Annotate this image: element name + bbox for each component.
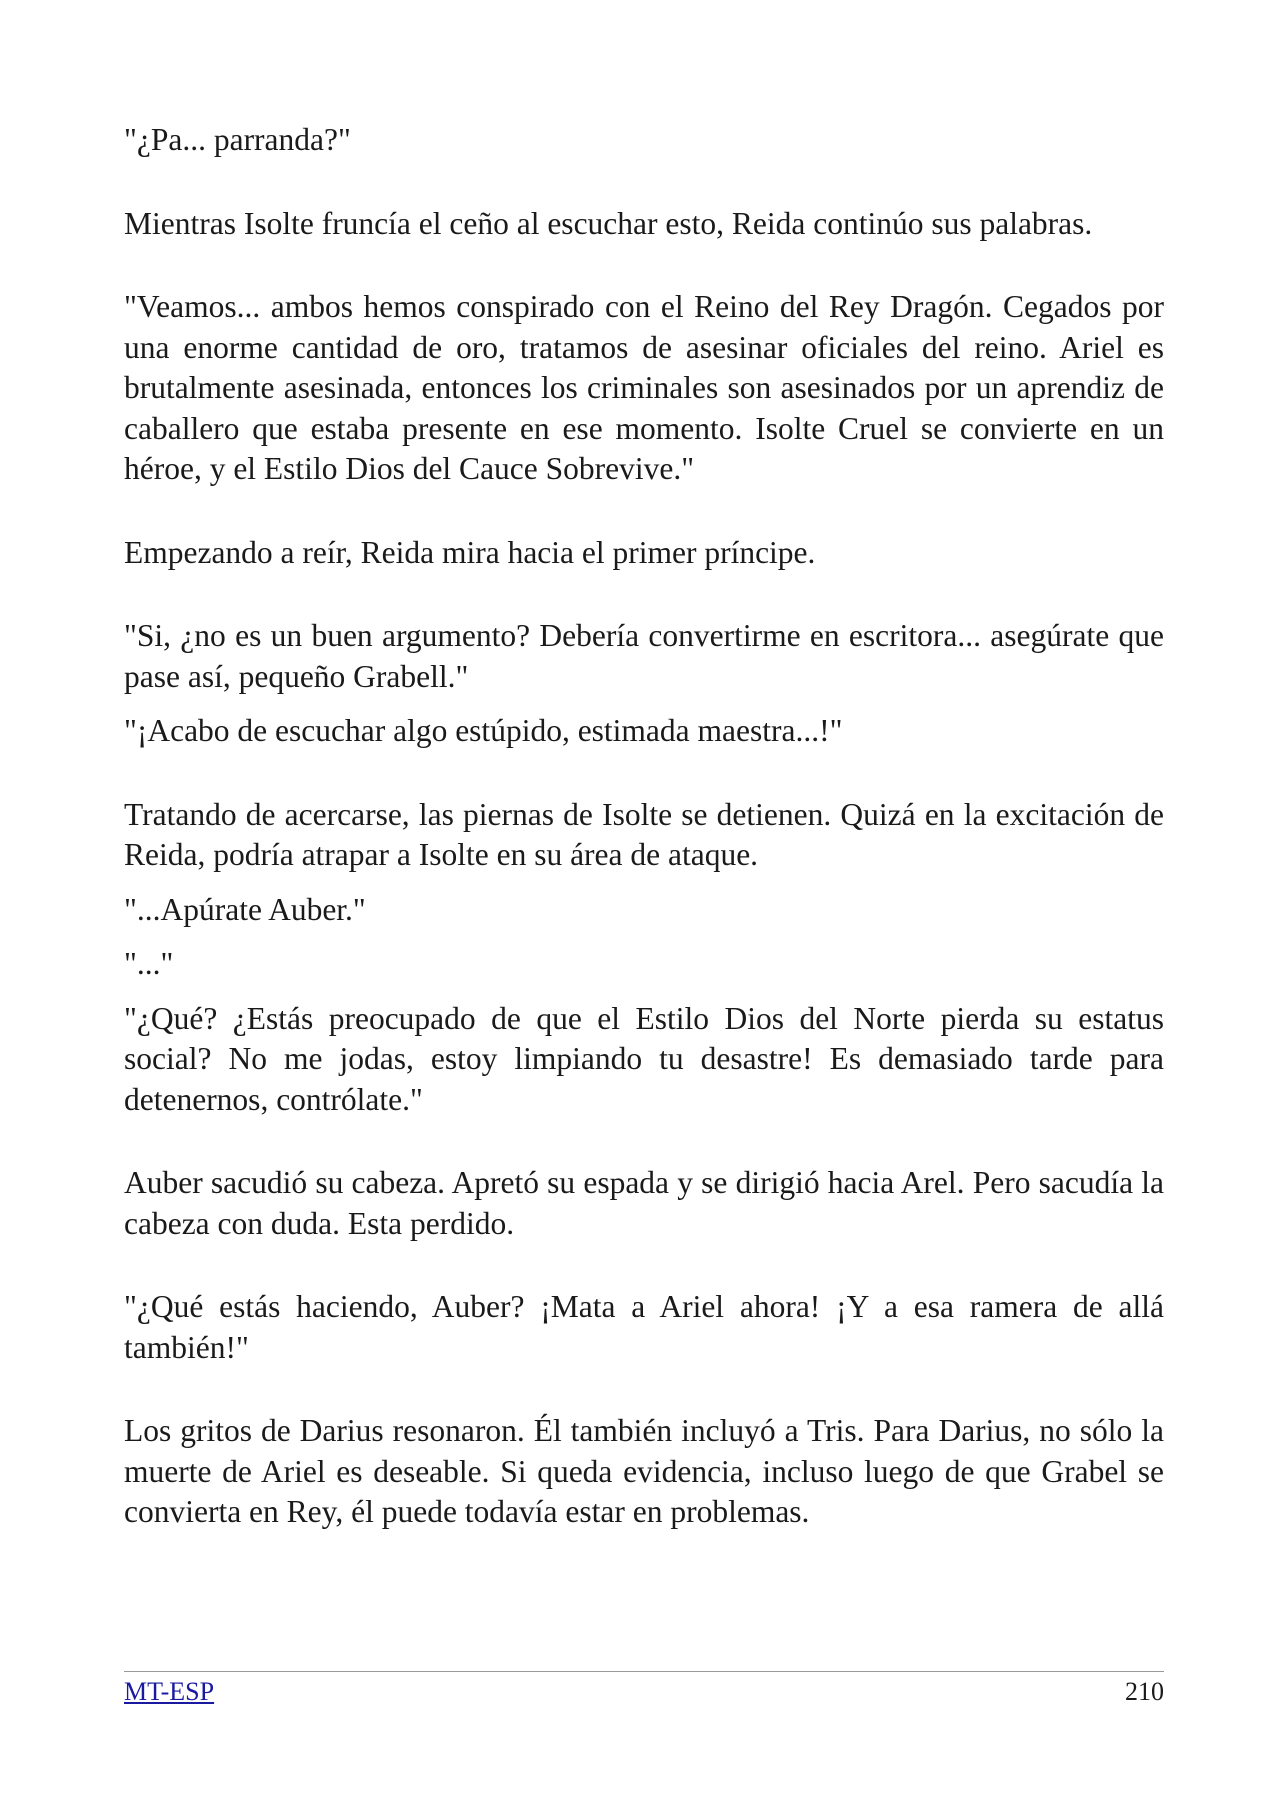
footer-link[interactable]: MT-ESP	[124, 1677, 215, 1706]
paragraph: Tratando de acercarse, las piernas de Isolte se detienen. Quizá en la excitación de Reida, podría atrapar a Isolte en su área de ataque.	[124, 796, 1164, 872]
paragraph: Auber sacudió su cabeza. Apretó su espada y se dirigió hacia Arel. Pero sacudía la cabeza con duda. Esta perdido.	[124, 1165, 1164, 1241]
paragraph: Los gritos de Darius resonaron. Él también incluyó a Tris. Para Darius, no sólo la muerte de Ariel es deseable. Si queda evidencia, incluso luego de que Grabel se convierta en Rey, él puede todavía estar en problemas.	[124, 1413, 1164, 1529]
paragraph: "...Apúrate Auber."	[124, 891, 366, 927]
paragraph: "¡Acabo de escuchar algo estúpido, estimada maestra...!"	[124, 713, 843, 748]
paragraph: "¿Qué? ¿Estás preocupado de que el Estilo Dios del Norte pierda su estatus social? No me jodas, estoy limpiando tu desastre! Es demasiado tarde para detenernos, contrólate."	[124, 1000, 1164, 1117]
paragraph: "¿Qué estás haciendo, Auber? ¡Mata a Ariel ahora! ¡Y a esa ramera de allá también!"	[124, 1289, 1164, 1365]
paragraph: "Veamos... ambos hemos conspirado con el Reino del Rey Dragón. Cegados por una enorme cantidad de oro, tratamos de asesinar oficiales del reino. Ariel es brutalmente asesinada, entonces los criminales son asesinados por un aprendiz de caballero que estaba presente en ese momento. Isolte Cruel se convierte en un héroe, y el Estilo Dios del Cauce Sobrevive."	[124, 289, 1164, 486]
paragraph: "..."	[124, 946, 174, 981]
paragraph: Mientras Isolte fruncía el ceño al escuchar esto, Reida continúo sus palabras.	[124, 205, 1093, 241]
page-body	[124, 120, 1164, 1533]
footer-divider	[124, 1671, 1164, 1672]
paragraph: Empezando a reír, Reida mira hacia el primer príncipe.	[124, 534, 816, 570]
page-number: 210	[1125, 1677, 1164, 1706]
paragraph: "¿Pa... parranda?"	[124, 122, 351, 157]
paragraph: "Si, ¿no es un buen argumento? Debería convertirme en escritora... asegúrate que pase así, pequeño Grabell."	[124, 618, 1164, 694]
